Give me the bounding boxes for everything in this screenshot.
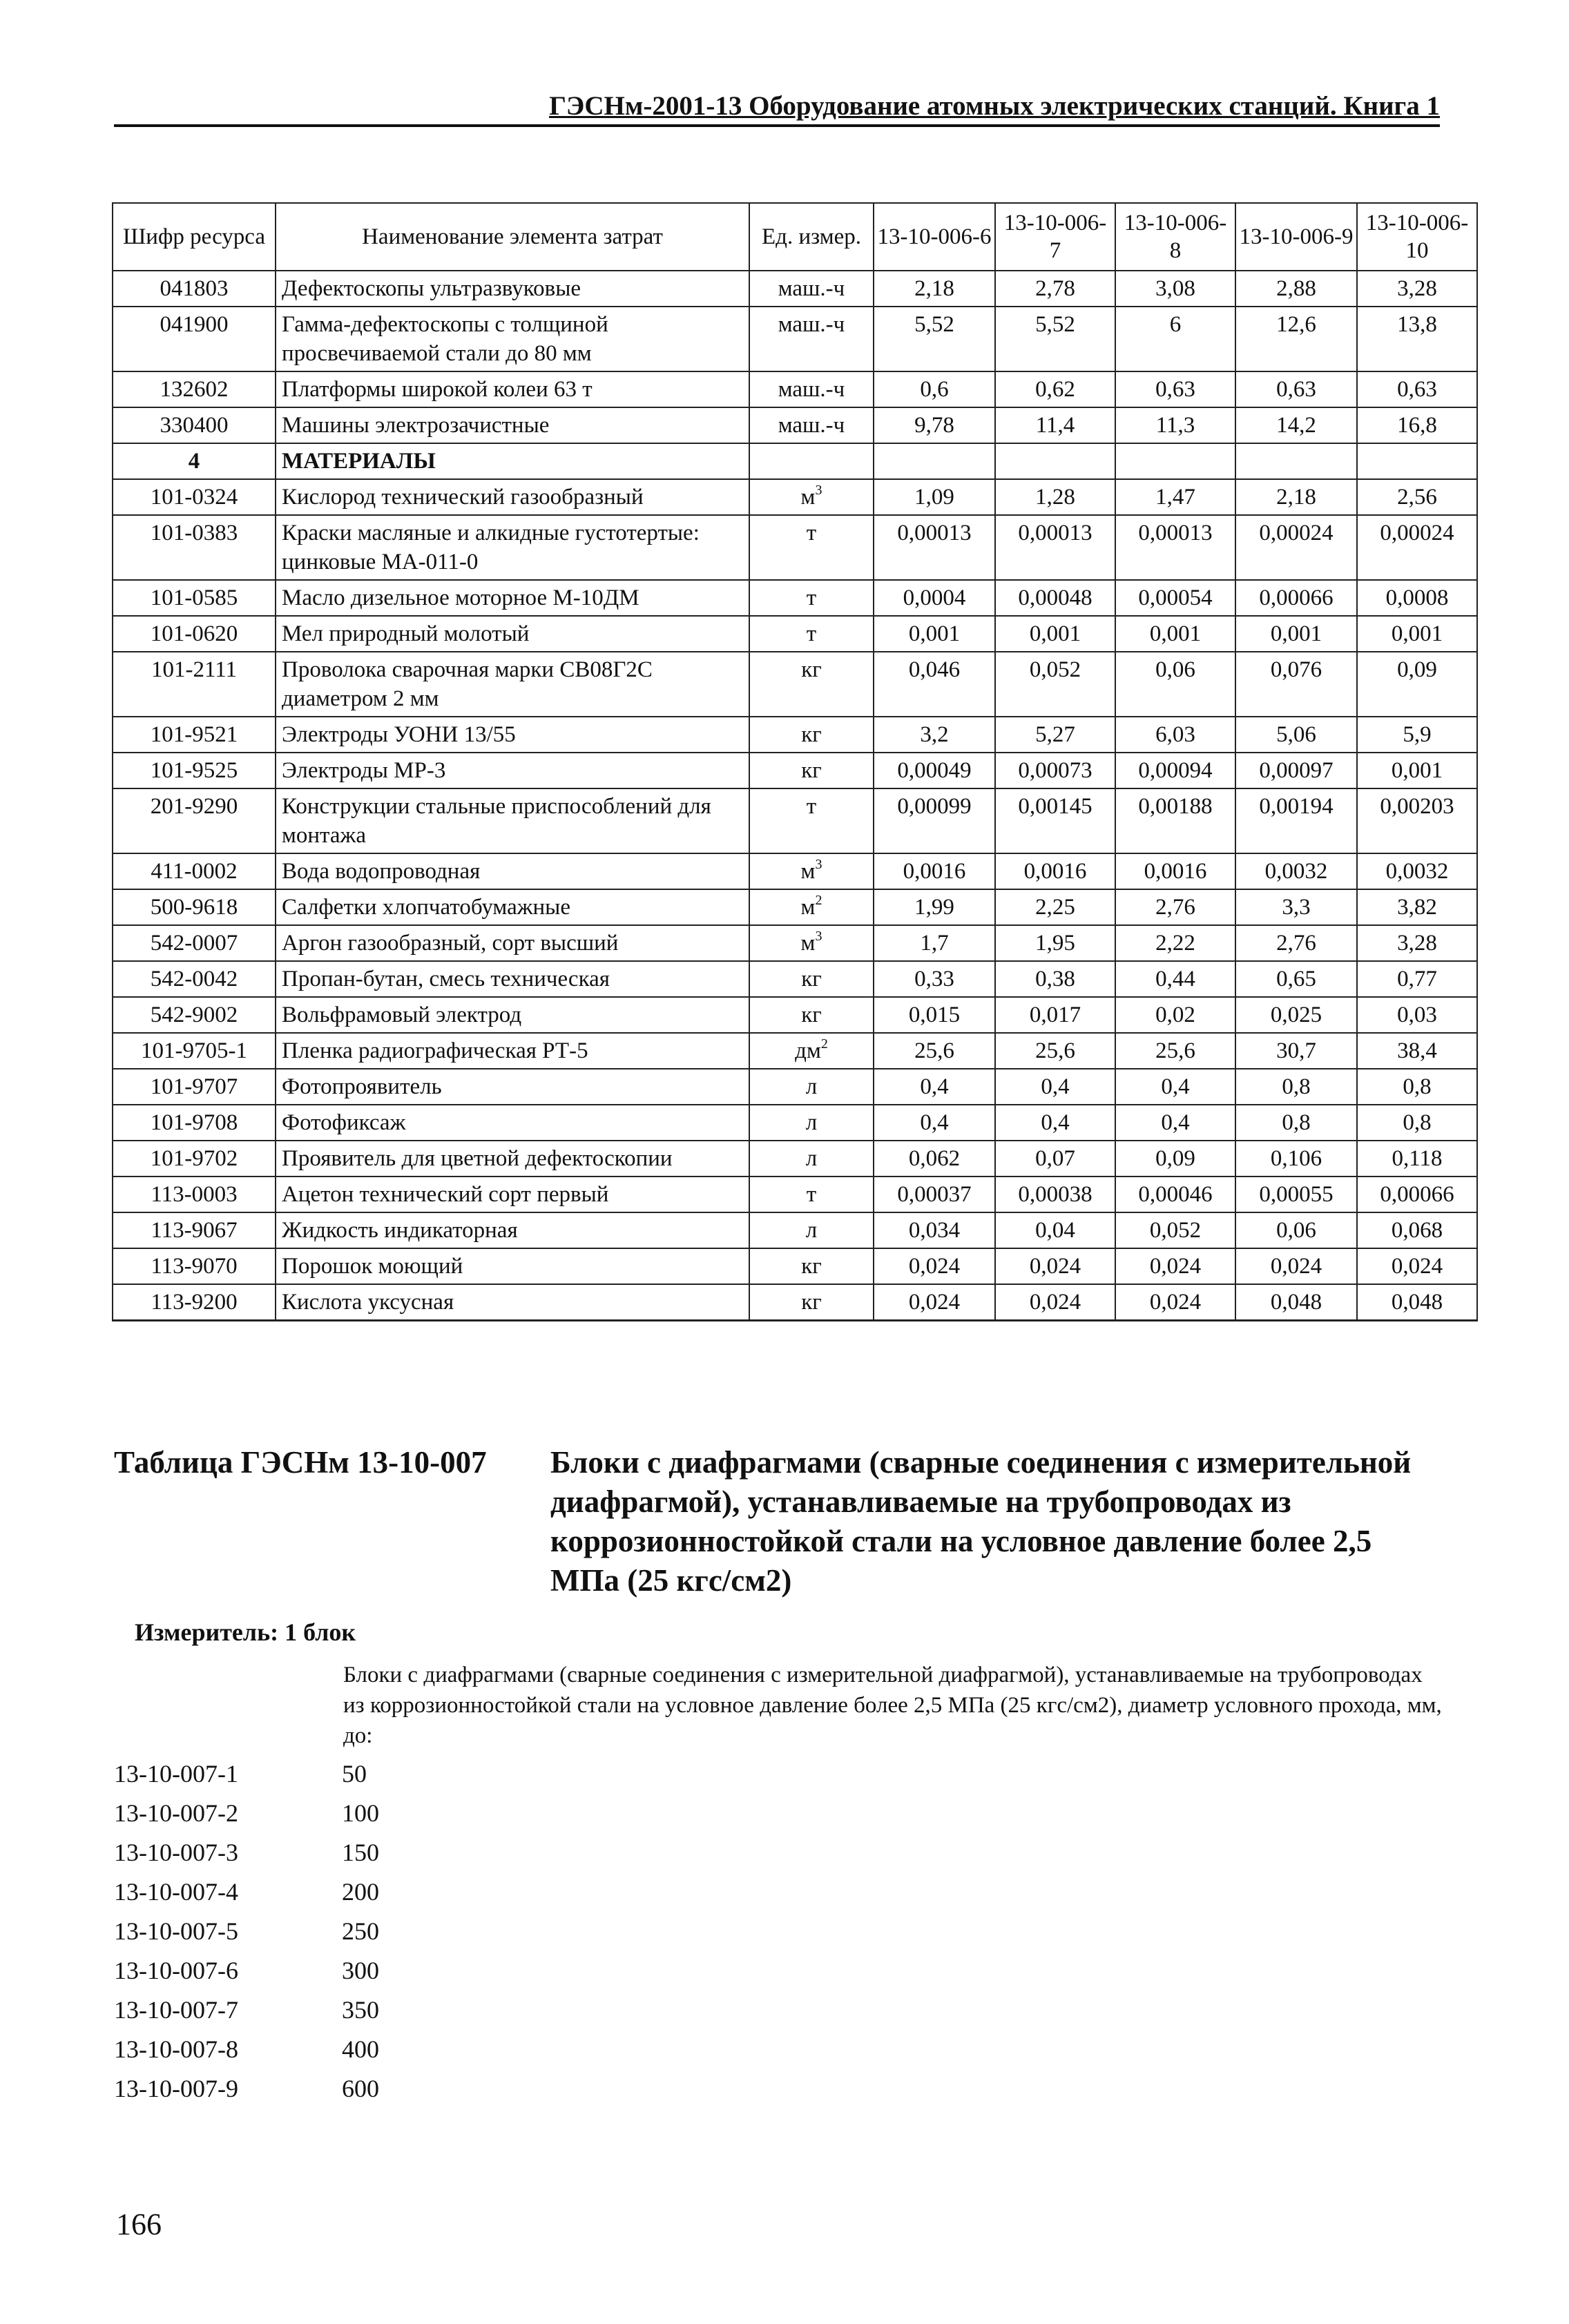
resource-code: 542-0042	[113, 961, 276, 997]
norm-value: 5,9	[1357, 717, 1477, 753]
variant-code: 13-10-007-9	[114, 2075, 238, 2102]
norm-value: 0,024	[1115, 1248, 1235, 1284]
norm-value: 0,65	[1235, 961, 1357, 997]
resource-unit: кг	[749, 961, 874, 997]
table-caption-text: Блоки с диафрагмами (сварные соединения с измерительной диафрагмой), устанавливаемые на трубопроводах из коррозионностойкой стали на условное давление более 2,5 МПа (25 кгс/см2)	[550, 1445, 1412, 1598]
norm-value: 0,0032	[1235, 853, 1357, 889]
norm-value: 11,3	[1115, 407, 1235, 443]
norm-value: 0,09	[1115, 1141, 1235, 1176]
resource-name: Салфетки хлопчатобумажные	[276, 889, 749, 925]
norm-value: 0,62	[995, 371, 1115, 407]
variant-description: Блоки с диафрагмами (сварные соединения с измерительной диафрагмой), устанавливаемые на трубопроводах из коррозионностойкой стали на условное давление более 2,5 МПа (25 кгс/см2), диаметр условного прохода, мм, до:	[343, 1663, 1442, 1748]
resource-unit: л	[749, 1069, 874, 1105]
norm-value: 0,001	[874, 616, 995, 652]
norm-value: 0,09	[1357, 652, 1477, 717]
norm-value: 0,00066	[1235, 580, 1357, 616]
norm-value	[1115, 443, 1235, 479]
norm-value: 0,0016	[874, 853, 995, 889]
norm-value: 2,22	[1115, 925, 1235, 961]
norm-value: 0,04	[995, 1212, 1115, 1248]
norm-value: 0,052	[995, 652, 1115, 717]
table-row	[113, 1176, 1477, 1212]
resource-code: 101-9702	[113, 1141, 276, 1176]
resource-unit: л	[749, 1212, 874, 1248]
norm-value: 0,0004	[874, 580, 995, 616]
norm-value: 0,02	[1115, 997, 1235, 1033]
variant-code: 13-10-007-2	[114, 1799, 238, 1827]
norm-value: 11,4	[995, 407, 1115, 443]
resource-name: Фотопроявитель	[276, 1069, 749, 1105]
norm-value: 0,00203	[1357, 788, 1477, 853]
norm-value: 0,00024	[1357, 515, 1477, 580]
column-header: Шифр ресурса	[113, 203, 276, 271]
resource-name: МАТЕРИАЛЫ	[276, 443, 749, 479]
norm-value: 2,25	[995, 889, 1115, 925]
table-row	[113, 479, 1477, 515]
resource-unit: т	[749, 515, 874, 580]
norm-value: 0,63	[1115, 371, 1235, 407]
variant-code: 13-10-007-5	[114, 1917, 238, 1945]
norm-value: 13,8	[1357, 307, 1477, 371]
norm-value: 3,08	[1115, 271, 1235, 307]
norm-value: 0,024	[874, 1284, 995, 1321]
norm-value: 0,77	[1357, 961, 1477, 997]
norm-value: 3,2	[874, 717, 995, 753]
norm-value: 38,4	[1357, 1033, 1477, 1069]
page-number: 166	[116, 2207, 162, 2241]
norm-value: 30,7	[1235, 1033, 1357, 1069]
norm-value: 3,28	[1357, 925, 1477, 961]
resource-code: 041900	[113, 307, 276, 371]
norm-value: 0,046	[874, 652, 995, 717]
table-row	[113, 1212, 1477, 1248]
resource-code: 101-9521	[113, 717, 276, 753]
table-row	[113, 1284, 1477, 1321]
column-header: 13-10-006-7	[995, 203, 1115, 271]
norm-value: 2,18	[1235, 479, 1357, 515]
resource-code: 113-9070	[113, 1248, 276, 1284]
table-caption-label: Таблица ГЭСНм 13-10-007	[114, 1445, 487, 1480]
resource-code: 101-0585	[113, 580, 276, 616]
table-row	[113, 1248, 1477, 1284]
unit-exponent: 3	[815, 857, 822, 872]
table-row	[113, 616, 1477, 652]
variant-diameter: 200	[342, 1878, 379, 1906]
resource-name: Пропан-бутан, смесь техническая	[276, 961, 749, 997]
norm-value: 0,4	[995, 1105, 1115, 1141]
resource-unit: маш.-ч	[749, 307, 874, 371]
table-row	[113, 1069, 1477, 1105]
norm-value: 2,76	[1115, 889, 1235, 925]
resource-name: Конструкции стальные приспособлений для монтажа	[276, 788, 749, 853]
variant-code: 13-10-007-3	[114, 1839, 238, 1866]
resource-name: Пленка радиографическая РТ-5	[276, 1033, 749, 1069]
norm-value: 25,6	[874, 1033, 995, 1069]
resource-code: 4	[113, 443, 276, 479]
resource-unit: т	[749, 788, 874, 853]
norm-value: 0,8	[1235, 1105, 1357, 1141]
norm-value: 0,00054	[1115, 580, 1235, 616]
norm-value: 0,07	[995, 1141, 1115, 1176]
norm-value: 25,6	[1115, 1033, 1235, 1069]
norm-value: 12,6	[1235, 307, 1357, 371]
table-row	[113, 580, 1477, 616]
norm-value: 0,00038	[995, 1176, 1115, 1212]
resource-name: Фотофиксаж	[276, 1105, 749, 1141]
resource-code: 542-0007	[113, 925, 276, 961]
resource-code: 113-9067	[113, 1212, 276, 1248]
norm-value: 0,068	[1357, 1212, 1477, 1248]
resource-unit: $м^3$	[749, 479, 874, 515]
unit-exponent: 3	[815, 483, 822, 498]
norm-value: 1,09	[874, 479, 995, 515]
table-body	[113, 271, 1477, 1321]
norm-value: 0,001	[1235, 616, 1357, 652]
resource-name: Дефектоскопы ультразвуковые	[276, 271, 749, 307]
norm-value: 1,99	[874, 889, 995, 925]
column-header: Наименование элемента затрат	[276, 203, 749, 271]
norm-value: 0,4	[995, 1069, 1115, 1105]
table-row	[113, 889, 1477, 925]
norm-value: 0,00145	[995, 788, 1115, 853]
norm-value: 0,015	[874, 997, 995, 1033]
norm-value: 5,06	[1235, 717, 1357, 753]
resource-unit: $м^3$	[749, 853, 874, 889]
table-row	[113, 1105, 1477, 1141]
norm-value: 0,4	[874, 1105, 995, 1141]
variant-diameter: 150	[342, 1839, 379, 1866]
norm-value: 0,00099	[874, 788, 995, 853]
norm-value: 3,3	[1235, 889, 1357, 925]
norm-value: 2,18	[874, 271, 995, 307]
table-row	[113, 753, 1477, 788]
norm-value: 0,06	[1235, 1212, 1357, 1248]
norm-value: 0,0008	[1357, 580, 1477, 616]
norm-value: 0,118	[1357, 1141, 1477, 1176]
resource-name: Электроды УОНИ 13/55	[276, 717, 749, 753]
norm-value	[1357, 443, 1477, 479]
norm-value: 0,024	[874, 1248, 995, 1284]
norm-value: 0,106	[1235, 1141, 1357, 1176]
variant-code: 13-10-007-6	[114, 1957, 238, 1984]
resource-name: Краски масляные и алкидные густотертые: цинковые МА-011-0	[276, 515, 749, 580]
norm-value: 0,062	[874, 1141, 995, 1176]
norm-value: 0,001	[1357, 616, 1477, 652]
norm-value: 0,8	[1357, 1069, 1477, 1105]
variant-code: 13-10-007-1	[114, 1760, 238, 1788]
norm-value: 0,00055	[1235, 1176, 1357, 1212]
norm-value: 0,03	[1357, 997, 1477, 1033]
norm-value: 0,00046	[1115, 1176, 1235, 1212]
norm-value: 0,00066	[1357, 1176, 1477, 1212]
norm-value: 0,001	[1115, 616, 1235, 652]
norm-value: 0,024	[1115, 1284, 1235, 1321]
variant-diameter: 400	[342, 2035, 379, 2063]
norm-value: 0,00194	[1235, 788, 1357, 853]
resource-name: Кислород технический газообразный	[276, 479, 749, 515]
resource-unit: кг	[749, 753, 874, 788]
resource-unit: кг	[749, 1248, 874, 1284]
column-header: 13-10-006-8	[1115, 203, 1235, 271]
table-row	[113, 853, 1477, 889]
norm-value: 2,56	[1357, 479, 1477, 515]
resource-unit: т	[749, 1176, 874, 1212]
norm-value: 5,27	[995, 717, 1115, 753]
table-row	[113, 1033, 1477, 1069]
resource-name: Кислота уксусная	[276, 1284, 749, 1321]
table-header-row	[113, 203, 1477, 271]
page-header-title: ГЭСНм-2001-13 Оборудование атомных электрических станций. Книга 1	[549, 91, 1440, 121]
norm-value: 0,052	[1115, 1212, 1235, 1248]
norm-value: 0,00013	[1115, 515, 1235, 580]
norm-value: 0,4	[1115, 1069, 1235, 1105]
norm-value: 0,00013	[995, 515, 1115, 580]
norm-value: 0,024	[1235, 1248, 1357, 1284]
resource-code: 101-2111	[113, 652, 276, 717]
unit-exponent: 3	[815, 929, 822, 944]
resource-unit: маш.-ч	[749, 271, 874, 307]
resource-name: Жидкость индикаторная	[276, 1212, 749, 1248]
norm-value: 0,025	[1235, 997, 1357, 1033]
norm-value: 0,0016	[1115, 853, 1235, 889]
norm-value: 0,024	[995, 1284, 1115, 1321]
norm-value: 0,00037	[874, 1176, 995, 1212]
resource-unit	[749, 443, 874, 479]
table-row	[113, 997, 1477, 1033]
norm-value: 0,024	[995, 1248, 1115, 1284]
resource-unit: $дм^2$	[749, 1033, 874, 1069]
resource-name: Машины электрозачистные	[276, 407, 749, 443]
norm-value: 1,28	[995, 479, 1115, 515]
resource-unit: маш.-ч	[749, 371, 874, 407]
norm-value: 0,0016	[995, 853, 1115, 889]
norm-value: 0,6	[874, 371, 995, 407]
variant-code: 13-10-007-4	[114, 1878, 238, 1906]
norm-value: 0,017	[995, 997, 1115, 1033]
norm-value: 0,8	[1235, 1069, 1357, 1105]
norm-value: 16,8	[1357, 407, 1477, 443]
norm-value: 0,048	[1235, 1284, 1357, 1321]
norm-value: 0,048	[1357, 1284, 1477, 1321]
resource-table	[112, 202, 1478, 1321]
norm-value: 0,00024	[1235, 515, 1357, 580]
norm-value: 0,63	[1235, 371, 1357, 407]
resource-name: Масло дизельное моторное М-10ДМ	[276, 580, 749, 616]
norm-value: 9,78	[874, 407, 995, 443]
resource-code: 041803	[113, 271, 276, 307]
resource-code: 330400	[113, 407, 276, 443]
resource-unit: $м^2$	[749, 889, 874, 925]
table-row	[113, 371, 1477, 407]
table-row	[113, 407, 1477, 443]
norm-value: 0,00188	[1115, 788, 1235, 853]
section-row	[113, 443, 1477, 479]
resource-code: 411-0002	[113, 853, 276, 889]
resource-unit: кг	[749, 652, 874, 717]
variant-diameter: 250	[342, 1917, 379, 1945]
norm-value: 1,47	[1115, 479, 1235, 515]
norm-value: 0,4	[874, 1069, 995, 1105]
norm-value: 1,7	[874, 925, 995, 961]
norm-value: 3,28	[1357, 271, 1477, 307]
norm-value: 0,00049	[874, 753, 995, 788]
resource-name: Порошок моющий	[276, 1248, 749, 1284]
meter-line: Измеритель: 1 блок	[135, 1618, 356, 1646]
resource-name: Мел природный молотый	[276, 616, 749, 652]
norm-value: 0,00013	[874, 515, 995, 580]
norm-value: 0,076	[1235, 652, 1357, 717]
norm-value: 0,001	[1357, 753, 1477, 788]
norm-value: 0,0032	[1357, 853, 1477, 889]
norm-value: 1,95	[995, 925, 1115, 961]
norm-value: 0,00048	[995, 580, 1115, 616]
resource-code: 132602	[113, 371, 276, 407]
norm-value: 2,88	[1235, 271, 1357, 307]
resource-name: Вольфрамовый электрод	[276, 997, 749, 1033]
table-row	[113, 307, 1477, 371]
table-row	[113, 961, 1477, 997]
resource-code: 542-9002	[113, 997, 276, 1033]
resource-name: Гамма-дефектоскопы с толщиной просвечиваемой стали до 80 мм	[276, 307, 749, 371]
resource-name: Проявитель для цветной дефектоскопии	[276, 1141, 749, 1176]
resource-name: Аргон газообразный, сорт высший	[276, 925, 749, 961]
resource-unit: кг	[749, 997, 874, 1033]
norm-value: 2,78	[995, 271, 1115, 307]
column-header: 13-10-006-6	[874, 203, 995, 271]
norm-value: 0,8	[1357, 1105, 1477, 1141]
resource-unit: маш.-ч	[749, 407, 874, 443]
table-row	[113, 925, 1477, 961]
norm-value: 0,00097	[1235, 753, 1357, 788]
resource-code: 101-0383	[113, 515, 276, 580]
norm-value: 2,76	[1235, 925, 1357, 961]
norm-value	[1235, 443, 1357, 479]
norm-value: 0,024	[1357, 1248, 1477, 1284]
variant-diameter: 50	[342, 1760, 367, 1788]
norm-value: 14,2	[1235, 407, 1357, 443]
resource-code: 113-0003	[113, 1176, 276, 1212]
norm-value: 0,00073	[995, 753, 1115, 788]
resource-code: 101-9707	[113, 1069, 276, 1105]
norm-value: 0,63	[1357, 371, 1477, 407]
table-row	[113, 271, 1477, 307]
resource-unit: т	[749, 616, 874, 652]
resource-name: Вода водопроводная	[276, 853, 749, 889]
norm-value: 6	[1115, 307, 1235, 371]
resource-unit: л	[749, 1105, 874, 1141]
resource-code: 113-9200	[113, 1284, 276, 1321]
resource-code: 101-0620	[113, 616, 276, 652]
norm-value: 25,6	[995, 1033, 1115, 1069]
resource-unit: л	[749, 1141, 874, 1176]
table-row	[113, 1141, 1477, 1176]
table-row	[113, 515, 1477, 580]
resource-code: 101-0324	[113, 479, 276, 515]
norm-value: 3,82	[1357, 889, 1477, 925]
column-header: Ед. измер.	[749, 203, 874, 271]
variant-diameter: 600	[342, 2075, 379, 2102]
variant-code: 13-10-007-7	[114, 1996, 238, 2024]
resource-unit: кг	[749, 1284, 874, 1321]
column-header: 13-10-006-10	[1357, 203, 1477, 271]
page-header	[114, 88, 1440, 127]
norm-value: 0,33	[874, 961, 995, 997]
resource-code: 101-9708	[113, 1105, 276, 1141]
resource-code: 500-9618	[113, 889, 276, 925]
table-row	[113, 788, 1477, 853]
resource-name: Платформы широкой колеи 63 т	[276, 371, 749, 407]
resource-name: Ацетон технический сорт первый	[276, 1176, 749, 1212]
resource-code: 101-9705-1	[113, 1033, 276, 1069]
table-row	[113, 652, 1477, 717]
norm-value: 6,03	[1115, 717, 1235, 753]
norm-value: 0,44	[1115, 961, 1235, 997]
table-row	[113, 717, 1477, 753]
norm-value	[995, 443, 1115, 479]
resource-name: Проволока сварочная марки СВ08Г2С диаметром 2 мм	[276, 652, 749, 717]
norm-value	[874, 443, 995, 479]
unit-exponent: 2	[820, 1036, 828, 1052]
norm-value: 0,38	[995, 961, 1115, 997]
unit-exponent: 2	[815, 893, 822, 908]
norm-value: 0,4	[1115, 1105, 1235, 1141]
variant-diameter: 100	[342, 1799, 379, 1827]
norm-value: 0,001	[995, 616, 1115, 652]
resource-code: 201-9290	[113, 788, 276, 853]
norm-value: 5,52	[874, 307, 995, 371]
variant-code: 13-10-007-8	[114, 2035, 238, 2063]
variant-diameter: 300	[342, 1957, 379, 1984]
resource-unit: т	[749, 580, 874, 616]
resource-code: 101-9525	[113, 753, 276, 788]
resource-name: Электроды МР-3	[276, 753, 749, 788]
resource-unit: $м^3$	[749, 925, 874, 961]
variant-diameter: 350	[342, 1996, 379, 2024]
norm-value: 0,06	[1115, 652, 1235, 717]
norm-value: 0,00094	[1115, 753, 1235, 788]
norm-value: 5,52	[995, 307, 1115, 371]
norm-value: 0,034	[874, 1212, 995, 1248]
column-header: 13-10-006-9	[1235, 203, 1357, 271]
resource-unit: кг	[749, 717, 874, 753]
